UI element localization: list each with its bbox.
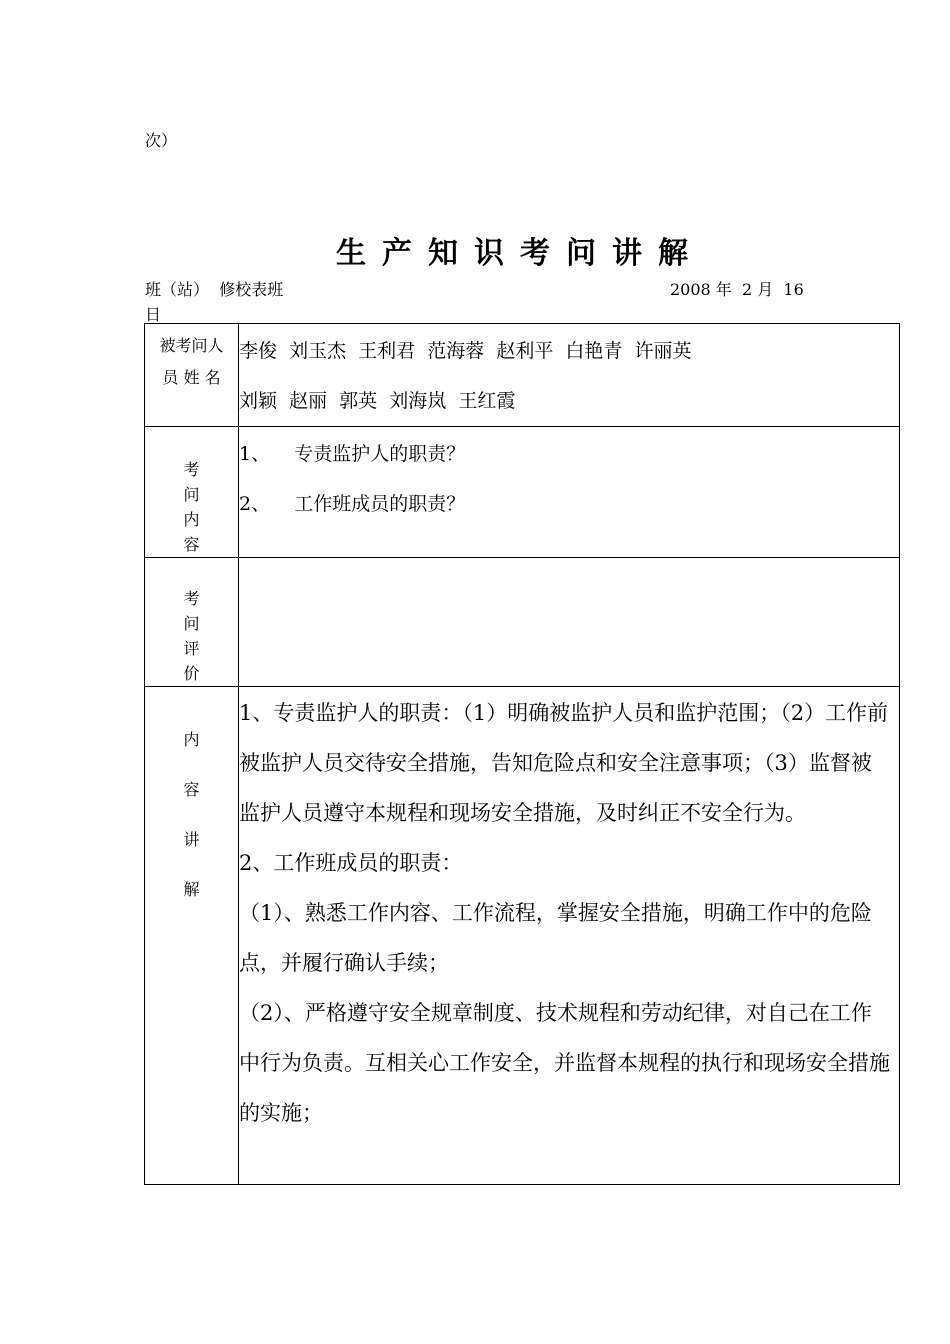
- explanation-label-char: 解: [183, 880, 200, 899]
- header-fragment: 次）: [145, 131, 178, 150]
- explanation-paragraph: 2、工作班成员的职责：: [239, 851, 463, 875]
- evaluation-cell: [239, 558, 900, 687]
- explanation-label-char: 讲: [183, 830, 200, 849]
- questions-row: [145, 427, 900, 558]
- names-cell: [239, 324, 900, 427]
- explanation-paragraph: （1）、熟悉工作内容、工作流程，掌握安全措施，明确工作中的危险点，并履行确认手续；: [239, 901, 872, 975]
- date-tail: 日: [145, 305, 162, 324]
- explanation-cell: [239, 687, 900, 1185]
- explanation-row: [145, 687, 900, 1185]
- explanation-label-char: 内: [183, 730, 200, 749]
- names-row: [145, 324, 900, 427]
- quiz-form-table: [144, 323, 900, 1185]
- date-main: 2008 年 2 月 16: [670, 280, 804, 299]
- question-label-char: 容: [183, 535, 200, 554]
- evaluation-label-char: 价: [183, 664, 200, 683]
- evaluation-label-char: 问: [183, 614, 200, 633]
- explanation-paragraph: （2）、严格遵守安全规章制度、技术规程和劳动纪律，对自己在工作中行为负责。互相关心工作安全，并监督本规程的执行和现场安全措施的实施；: [239, 1001, 890, 1125]
- question-label-char: 内: [183, 510, 200, 529]
- names-label-line1: 被考问人: [159, 336, 224, 355]
- team-label: 班（站）: [145, 280, 210, 299]
- question-item: 2、 工作班成员的职责？: [239, 493, 466, 515]
- names-line2: 刘颖 赵丽 郭英 刘海岚 王红霞: [239, 390, 516, 412]
- team-info: [145, 277, 283, 300]
- question-item: 1、 专责监护人的职责？: [239, 443, 466, 465]
- question-label-char: 问: [183, 485, 200, 504]
- evaluation-label-cell: [145, 558, 239, 687]
- question-label-char: 考: [183, 460, 200, 479]
- page-title: 生产知识考问讲解: [336, 236, 704, 271]
- names-label-line2: 员 姓 名: [162, 368, 221, 387]
- evaluation-label-char: 考: [183, 589, 200, 608]
- names-line1: 李俊 刘玉杰 王利君 范海蓉 赵利平 白艳青 许丽英: [239, 340, 692, 362]
- question-label-cell: [145, 427, 239, 558]
- explanation-label-cell: [145, 687, 239, 1185]
- explanation-paragraph: 1、专责监护人的职责：（1）明确被监护人员和监护范围；（2）工作前被监护人员交待安全措施，告知危险点和安全注意事项；（3）监督被监护人员遵守本规程和现场安全措施，及时纠正不安全行为。: [239, 701, 889, 825]
- evaluation-label-char: 评: [183, 639, 200, 658]
- questions-cell: [239, 427, 900, 558]
- explanation-label-char: 容: [183, 780, 200, 799]
- names-label-cell: [145, 324, 239, 427]
- team-name: 修校表班: [219, 280, 284, 299]
- evaluation-row: [145, 558, 900, 687]
